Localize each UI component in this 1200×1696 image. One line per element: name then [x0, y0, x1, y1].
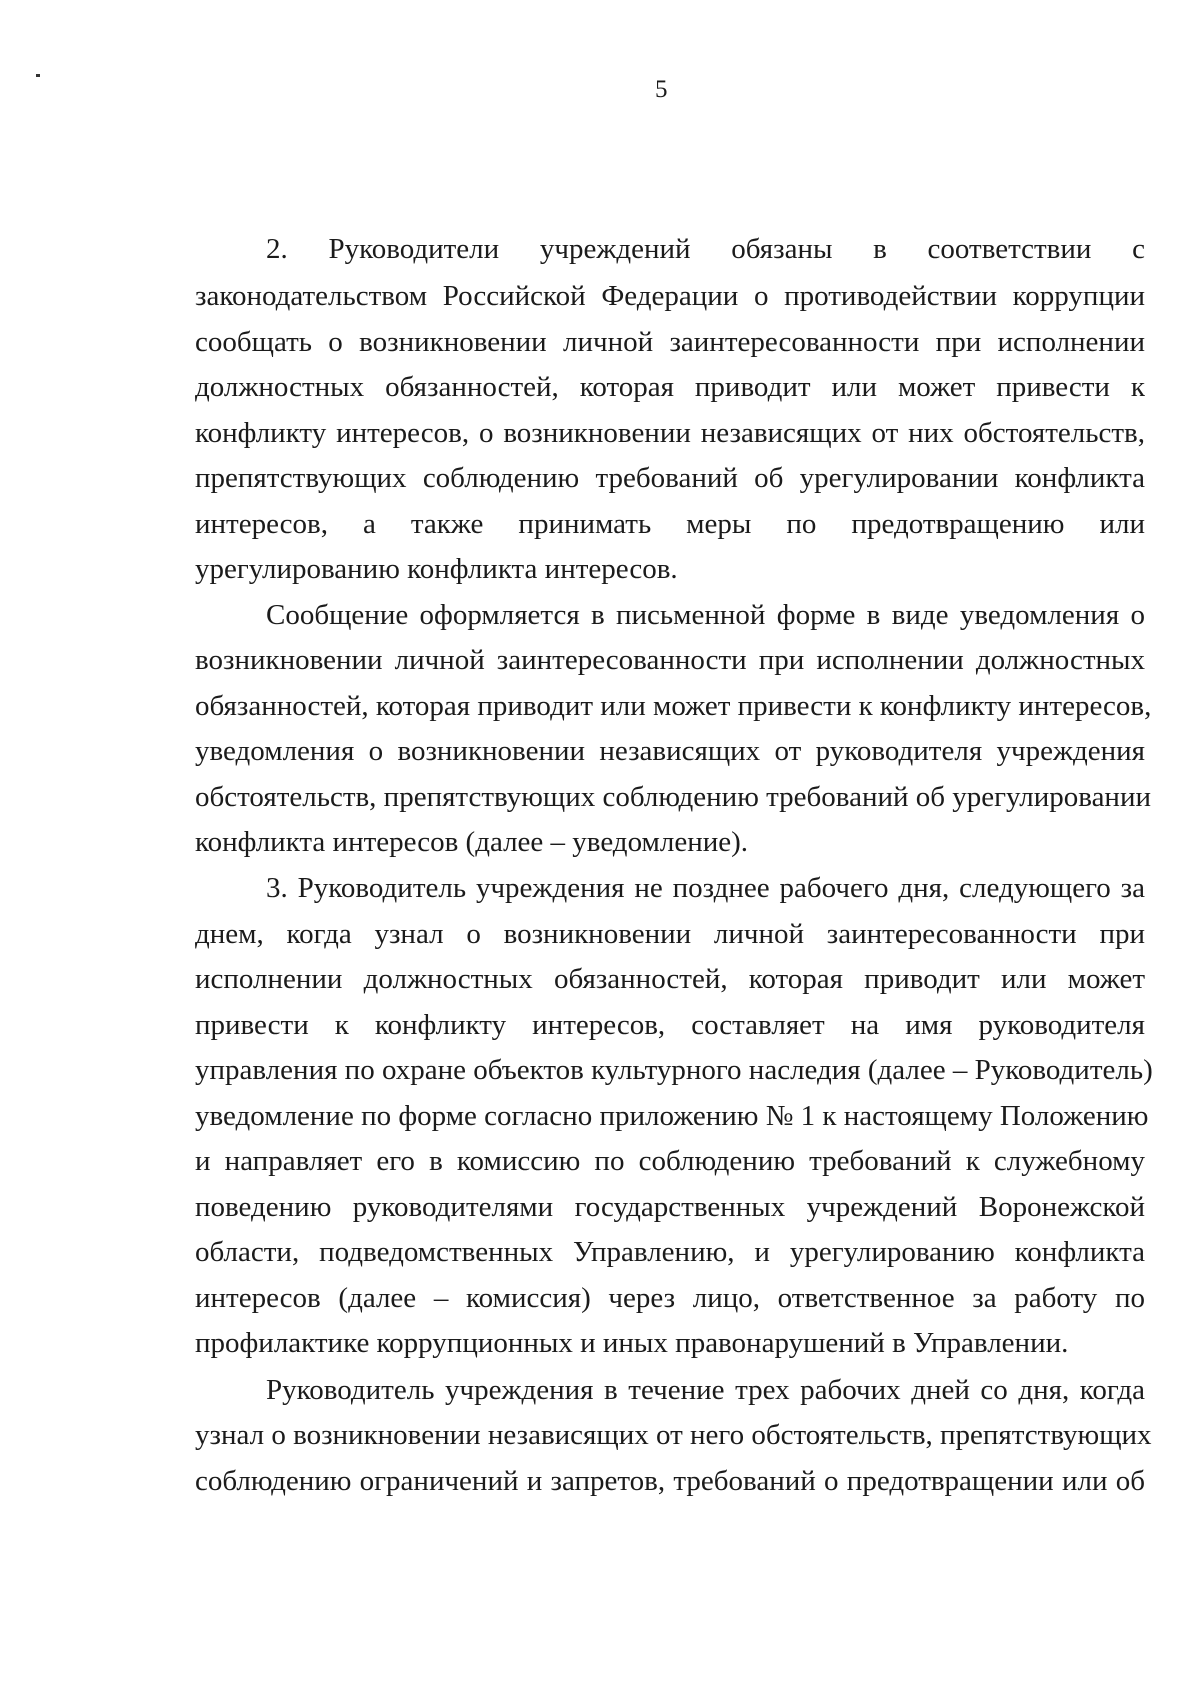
- page-number: 5: [655, 76, 668, 103]
- text-line: узнал о возникновении независящих от него обстоятельств, препятствующих: [195, 1419, 1152, 1451]
- text-line: профилактике коррупционных и иных правонарушений в Управлении.: [195, 1327, 1069, 1359]
- text-line: обязанностей, которая приводит или может привести к конфликту интересов,: [195, 690, 1152, 722]
- text-line: 3. Руководитель учреждения не позднее рабочего дня, следующего за: [266, 872, 1145, 904]
- text-line: области, подведомственных Управлению, и урегулированию конфликта: [195, 1236, 1145, 1268]
- text-line: Сообщение оформляется в письменной форме в виде уведомления о: [266, 599, 1145, 631]
- text-line: управления по охране объектов культурного наследия (далее – Руководитель): [195, 1054, 1153, 1086]
- text-line: конфликту интересов, о возникновении независящих от них обстоятельств,: [195, 417, 1145, 449]
- text-line: интересов (далее – комиссия) через лицо, ответственное за работу по: [195, 1282, 1145, 1314]
- text-line: препятствующих соблюдению требований об урегулировании конфликта: [195, 462, 1145, 494]
- text-line: исполнении должностных обязанностей, которая приводит или может: [195, 963, 1145, 995]
- text-line: урегулированию конфликта интересов.: [195, 553, 678, 585]
- text-line: и направляет его в комиссию по соблюдению требований к служебному: [195, 1145, 1145, 1177]
- text-line: уведомление по форме согласно приложению № 1 к настоящему Положению: [195, 1100, 1149, 1132]
- text-line: обстоятельств, препятствующих соблюдению требований об урегулировании: [195, 781, 1151, 813]
- text-line: привести к конфликту интересов, составляет на имя руководителя: [195, 1009, 1145, 1041]
- text-line: 2. Руководители учреждений обязаны в соответствии с: [266, 233, 1145, 265]
- text-line: сообщать о возникновении личной заинтересованности при исполнении: [195, 326, 1145, 358]
- scan-speck: [36, 74, 40, 77]
- text-line: Руководитель учреждения в течение трех рабочих дней со дня, когда: [266, 1374, 1145, 1406]
- text-line: уведомления о возникновении независящих от руководителя учреждения: [195, 735, 1145, 767]
- text-line: законодательством Российской Федерации о противодействии коррупции: [195, 280, 1145, 312]
- text-line: конфликта интересов (далее – уведомление).: [195, 826, 749, 858]
- text-line: интересов, а также принимать меры по предотвращению или: [195, 508, 1145, 540]
- text-line: соблюдению ограничений и запретов, требований о предотвращении или об: [195, 1465, 1145, 1497]
- text-line: поведению руководителями государственных учреждений Воронежской: [195, 1191, 1145, 1223]
- text-line: возникновении личной заинтересованности при исполнении должностных: [195, 644, 1145, 676]
- text-line: днем, когда узнал о возникновении личной заинтересованности при: [195, 918, 1145, 950]
- text-line: должностных обязанностей, которая приводит или может привести к: [195, 371, 1145, 403]
